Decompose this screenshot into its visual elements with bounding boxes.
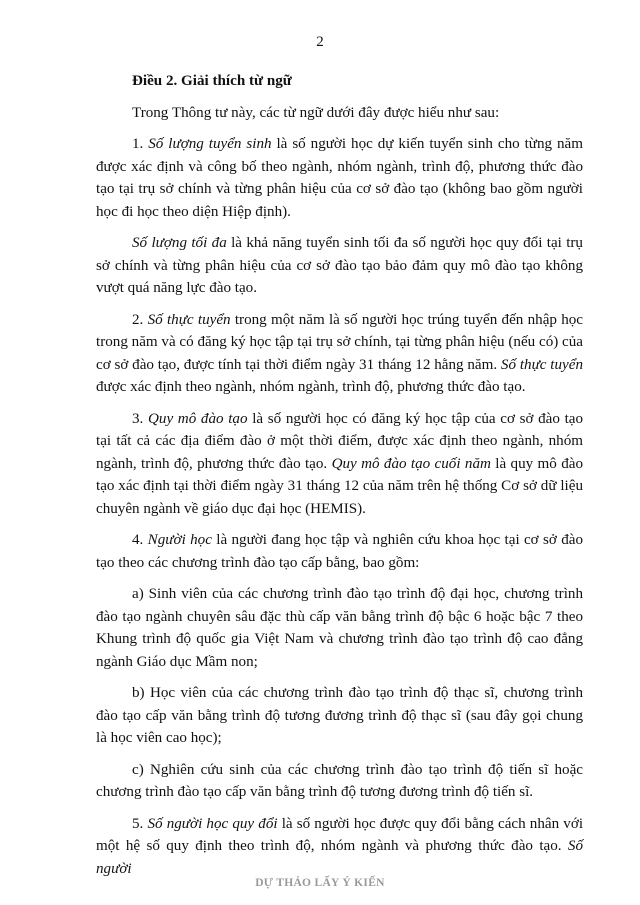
defined-term: Số thực tuyển	[500, 356, 583, 373]
sub-item-a: a) Sinh viên của các chương trình đào tạo trình độ đại học, chương trình đào tạo ngành chuyên sâu đặc thù cấp văn bằng trình độ bậc 6 hoặc bậc 7 theo Khung trình độ quốc gia Việt Nam và chương trình đào tạo trình độ cao đẳng ngành Giáo dục Mầm non;	[96, 586, 583, 670]
defined-term: Quy mô đào tạo	[148, 410, 248, 427]
intro-paragraph: Trong Thông tư này, các từ ngữ dưới đây được hiểu như sau:	[132, 104, 500, 121]
defined-term: Số lượng tuyển sinh	[148, 136, 272, 152]
item-number: 2.	[132, 311, 148, 328]
definition-text: được xác định theo ngành, nhóm ngành, trình độ, phương thức đào tạo.	[96, 379, 526, 395]
defined-term: Người học	[147, 532, 212, 548]
sub-item-c: c) Nghiên cứu sinh của các chương trình đào tạo trình độ tiến sĩ hoặc chương trình đào tạo cấp văn bằng trình độ tương đương trình độ tiến sĩ.	[96, 761, 583, 800]
draft-footer: DỰ THẢO LẤY Ý KIẾN	[255, 877, 385, 889]
definition-4	[96, 529, 583, 574]
item-number: 3.	[132, 410, 148, 427]
document-body	[96, 70, 583, 889]
sub-item-b: b) Học viên của các chương trình đào tạo trình độ thạc sĩ, chương trình đào tạo cấp văn bằng trình độ tương đương trình độ thạc sĩ (sau đây gọi chung là học viên cao học);	[96, 685, 583, 746]
definition-text: trong một năm là số người học trúng tuyển đến nhập học trong năm và có đăng ký học tập tại trụ sở chính, tại từng phân hiệu (nếu có) của cơ sở đào tạo, được tính tại thời điểm ngày 31 tháng 12 hằng năm.	[96, 311, 584, 373]
definition-1b	[96, 232, 583, 300]
item-number: 1.	[132, 136, 149, 152]
definition-text: là số người học có đăng ký học tập của cơ sở đào tạo tại tất cả các địa điểm đào ở một thời điểm, được xác định theo ngành, nhóm ngành, trình độ, phương thức đào tạo.	[96, 410, 584, 472]
defined-term: Số lượng tối đa	[132, 235, 227, 251]
definition-text: là quy mô đào tạo xác định tại thời điểm ngày 31 tháng 12 của năm trên hệ thống Cơ sở dữ liệu chuyên ngành về giáo dục đại học (HEMIS).	[96, 455, 583, 517]
article-heading: Điều 2. Giải thích từ ngữ	[132, 73, 292, 89]
definition-5	[96, 813, 583, 881]
definition-text: là số người học được quy đổi bằng cách nhân với một hệ số quy định theo trình độ, nhóm ngành và phương thức đào tạo.	[96, 815, 584, 854]
defined-term: Số thực tuyển	[147, 311, 231, 328]
item-number: 4.	[132, 532, 148, 548]
definition-3	[96, 408, 583, 521]
definition-1	[96, 133, 583, 223]
defined-term: Quy mô đào tạo cuối năm	[331, 455, 491, 472]
page-number: 2	[316, 34, 324, 50]
definition-text: là số người học dự kiến tuyển sinh cho từng năm được xác định và công bố theo ngành, nhóm ngành, trình độ, phương thức đào tạo tại trụ sở chính và từng phân hiệu của cơ sở đào tạo (không bao gồm người học đi học theo diện Hiệp định).	[96, 136, 583, 220]
defined-term: Số người	[96, 838, 583, 877]
item-number: 5.	[132, 815, 148, 832]
definition-text: là khả năng tuyển sinh tối đa số người học quy đổi tại trụ sở chính và từng phân hiệu của cơ sở đào tạo bảo đảm quy mô đào tạo không vượt quá năng lực đào tạo.	[96, 235, 583, 296]
definition-text: là người đang học tập và nghiên cứu khoa học tại cơ sở đào tạo theo các chương trình đào tạo cấp bằng, bao gồm:	[96, 532, 584, 571]
defined-term: Số người học quy đổi	[147, 815, 278, 832]
definition-2	[96, 309, 583, 399]
